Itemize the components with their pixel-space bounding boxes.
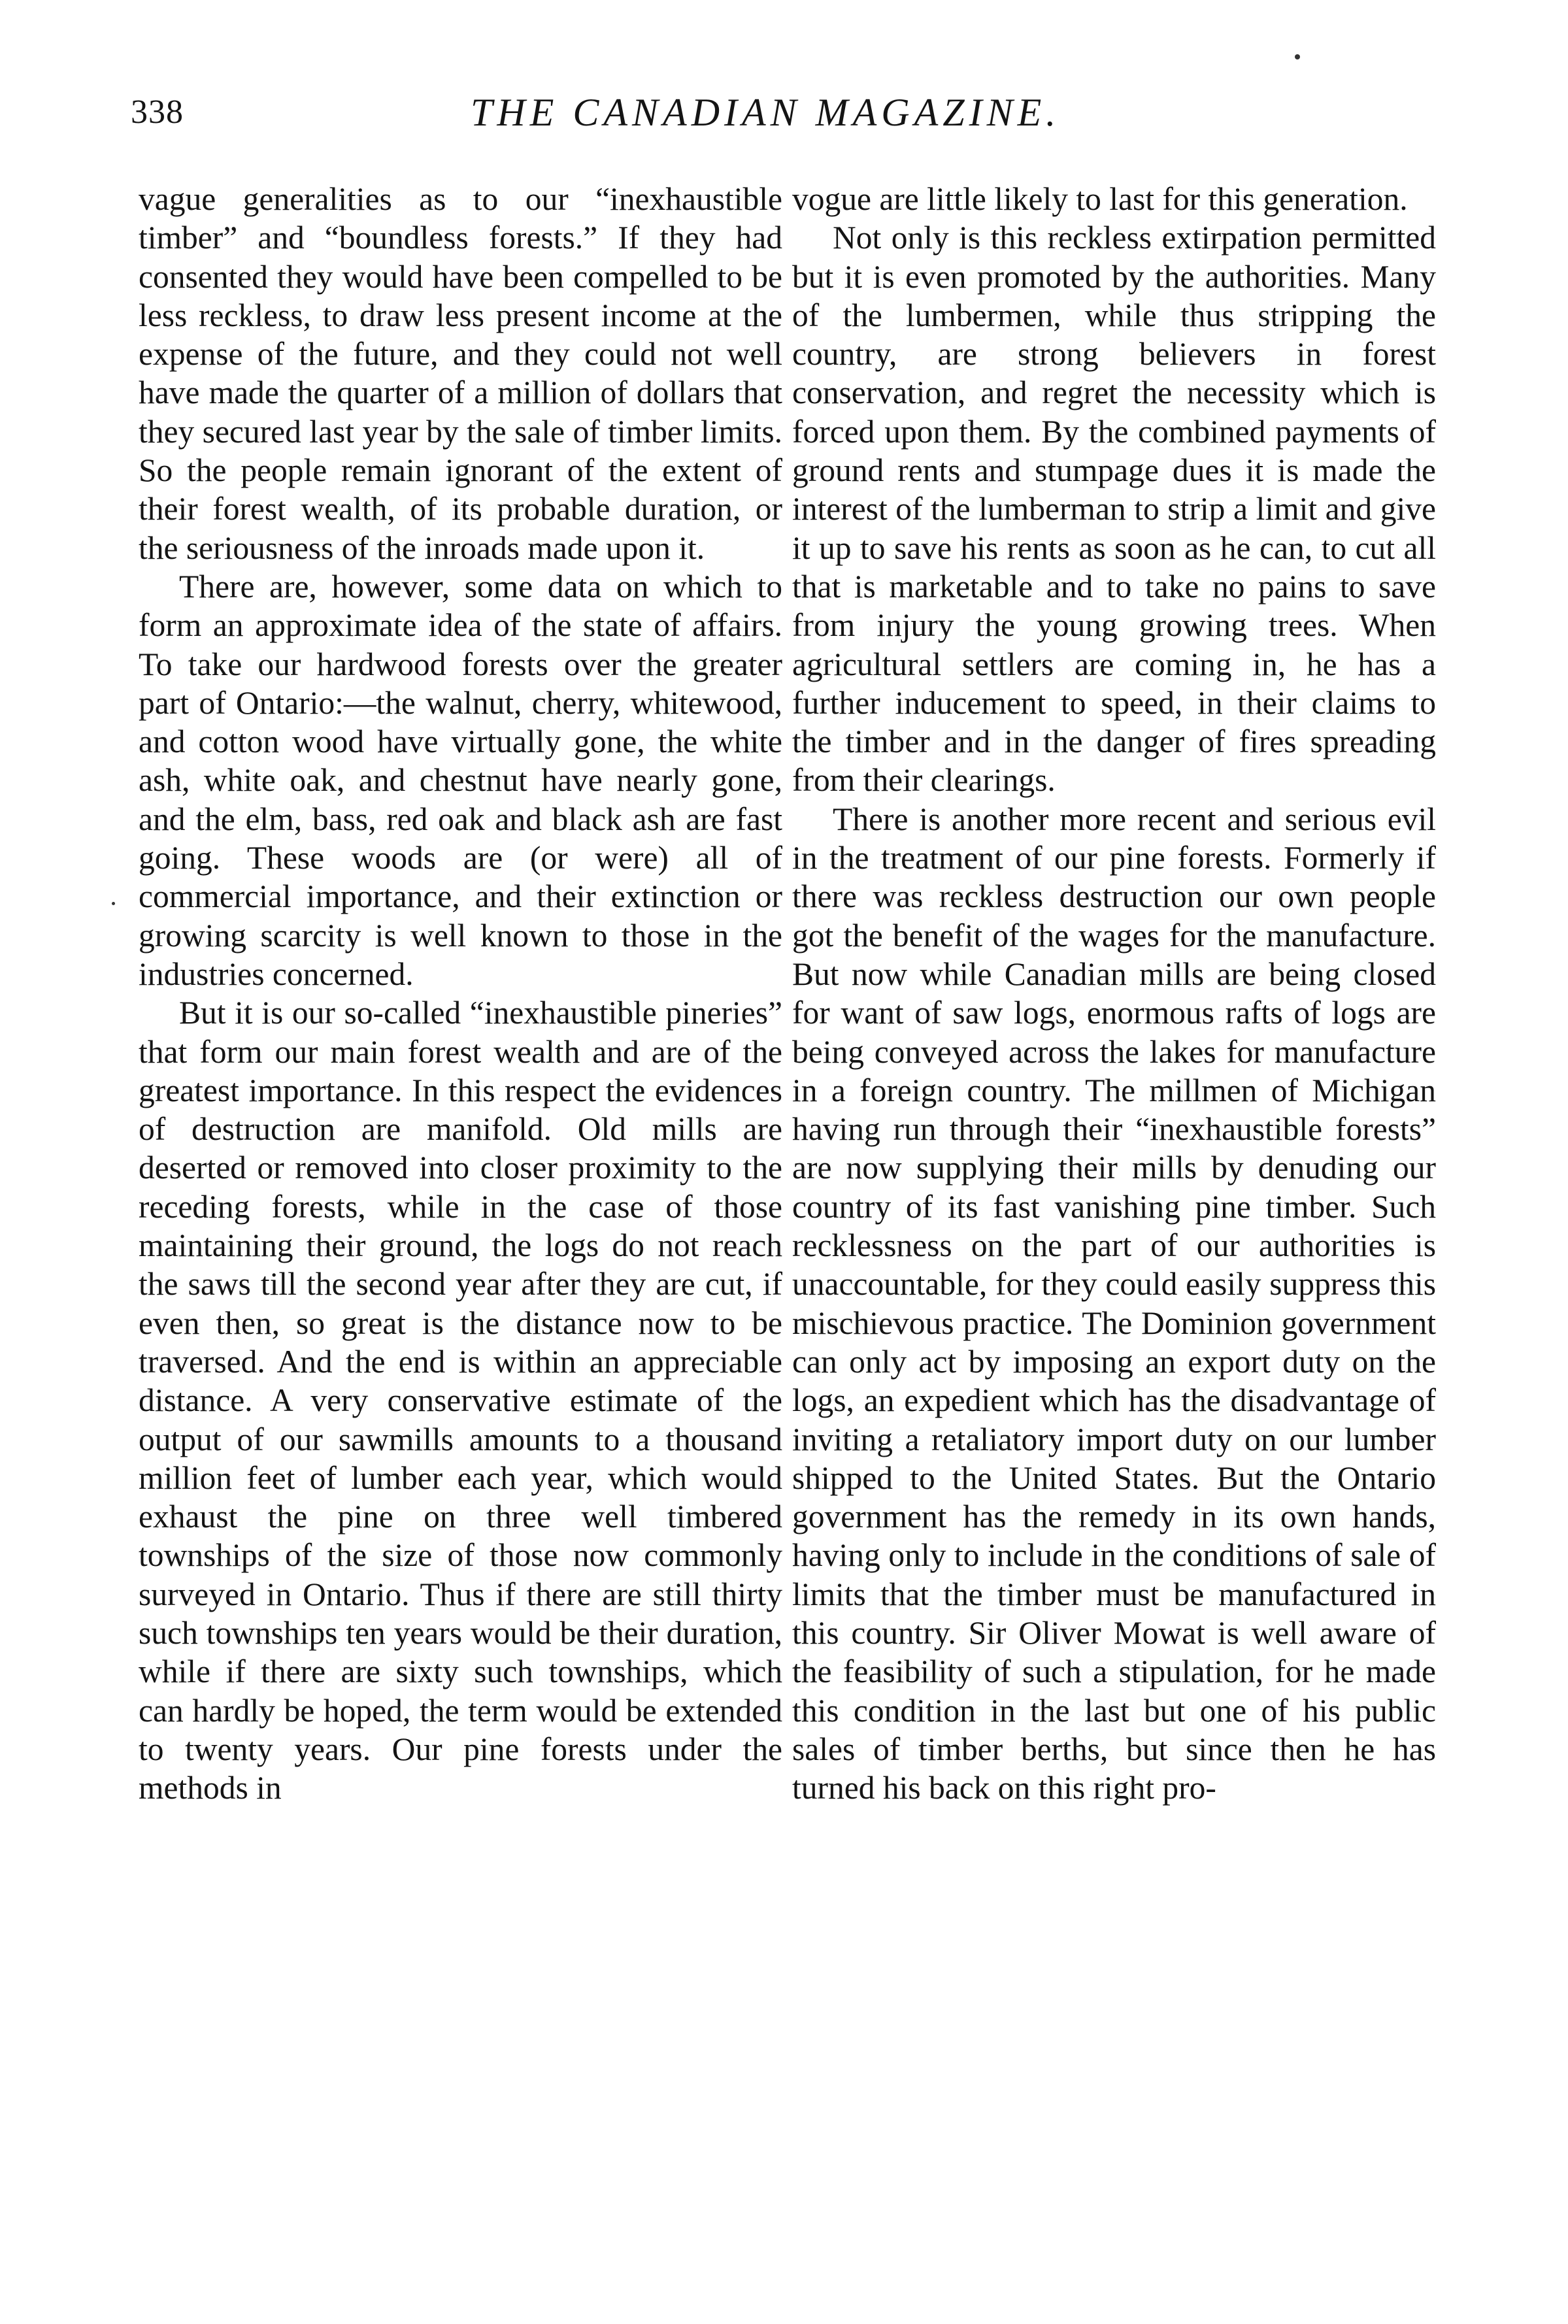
right-paragraph-3: There is another more recent and serious evil in the treatment of our pine forests. Formerly if there was reckless destruction our own people got the benefit of the wages for the manufacture. But now while Canadian mills are being closed for want of saw logs, enormous rafts of logs are being conveyed across the lakes for manufacture in a foreign country. The millmen of Michigan having run through their “inexhaustible forests” are now supplying their mills by denuding our country of its fast vanishing pine timber. Such recklessness on the part of our authorities is unaccountable, for they could easily suppress this mischievous practice. The Dominion government can only act by imposing an export duty on the logs, an expedient which has the disadvantage of inviting a retaliatory import duty on our lumber shipped to the United States. But the Ontario government has the remedy in its own hands, having only to include in the conditions of sale of limits that the timber must be manufactured in this country. Sir Oliver Mowat is well aware of the feasibility of such a stipulation, for he made this condition in the last but one of his public sales of timber berths, but since then he has turned his back on this right pro- xyxy=(792,801,1436,1806)
page-header xyxy=(131,93,1425,152)
print-speck xyxy=(112,902,115,905)
right-paragraph-2: Not only is this reckless extirpation permitted but it is even promoted by the authorities. Many of the lumbermen, while thus stripping the country, are strong believers in forest conservation, and regret the necessity which is forced upon them. By the combined payments of ground rents and stumpage dues it is made the interest of the lumberman to strip a limit and give it up to save his rents as soon as he can, to cut all that is marketable and to take no pains to save from injury the young growing trees. When agricultural settlers are coming in, he has a further inducement to speed, in their claims to the timber and in the danger of fires spreading from their clearings. xyxy=(792,220,1436,799)
right-paragraph-1: vogue are little likely to last for this generation. xyxy=(792,181,1408,217)
print-speck xyxy=(1295,54,1300,59)
left-paragraph-1: vague generalities as to our “inexhaustible timber” and “boundless forests.” If they had consented they would have been compelled to be less reckless, to draw less present income at the expense of the future, and they could not well have made the quarter of a million of dollars that they secured last year by the sale of timber limits. So the people remain ignorant of the extent of their forest wealth, of its probable duration, or the seriousness of the inroads made upon it. xyxy=(139,181,782,566)
right-column xyxy=(792,180,1436,1807)
left-paragraph-3: But it is our so-called “inexhaustible pineries” that form our main forest wealth and are of the greatest importance. In this respect the evidences of destruction are manifold. Old mills are deserted or removed into closer proximity to the receding forests, while in the case of those maintaining their ground, the logs do not reach the saws till the second year after they are cut, if even then, so great is the distance now to be traversed. And the end is within an appreciable distance. A very conservative estimate of the output of our sawmills amounts to a thousand million feet of lumber each year, which would exhaust the pine on three well timbered townships of the size of those now commonly surveyed in Ontario. Thus if there are still thirty such townships ten years would be their duration, while if there are sixty such townships, which can hardly be hoped, the term would be extended to twenty years. Our pine forests under the methods in xyxy=(139,995,782,1806)
running-title: THE CANADIAN MAGAZINE. xyxy=(471,91,1061,134)
page-number: 338 xyxy=(131,93,184,131)
left-column xyxy=(139,180,782,1807)
left-paragraph-2: There are, however, some data on which to form an approximate idea of the state of affairs. To take our hardwood forests over the greater part of Ontario:—the walnut, cherry, whitewood, and cotton wood have virtually gone, the white ash, white oak, and chestnut have nearly gone, and the elm, bass, red oak and black ash are fast going. These woods are (or were) all of commercial importance, and their extinction or growing scarcity is well known to those in the industries concerned. xyxy=(139,568,782,992)
